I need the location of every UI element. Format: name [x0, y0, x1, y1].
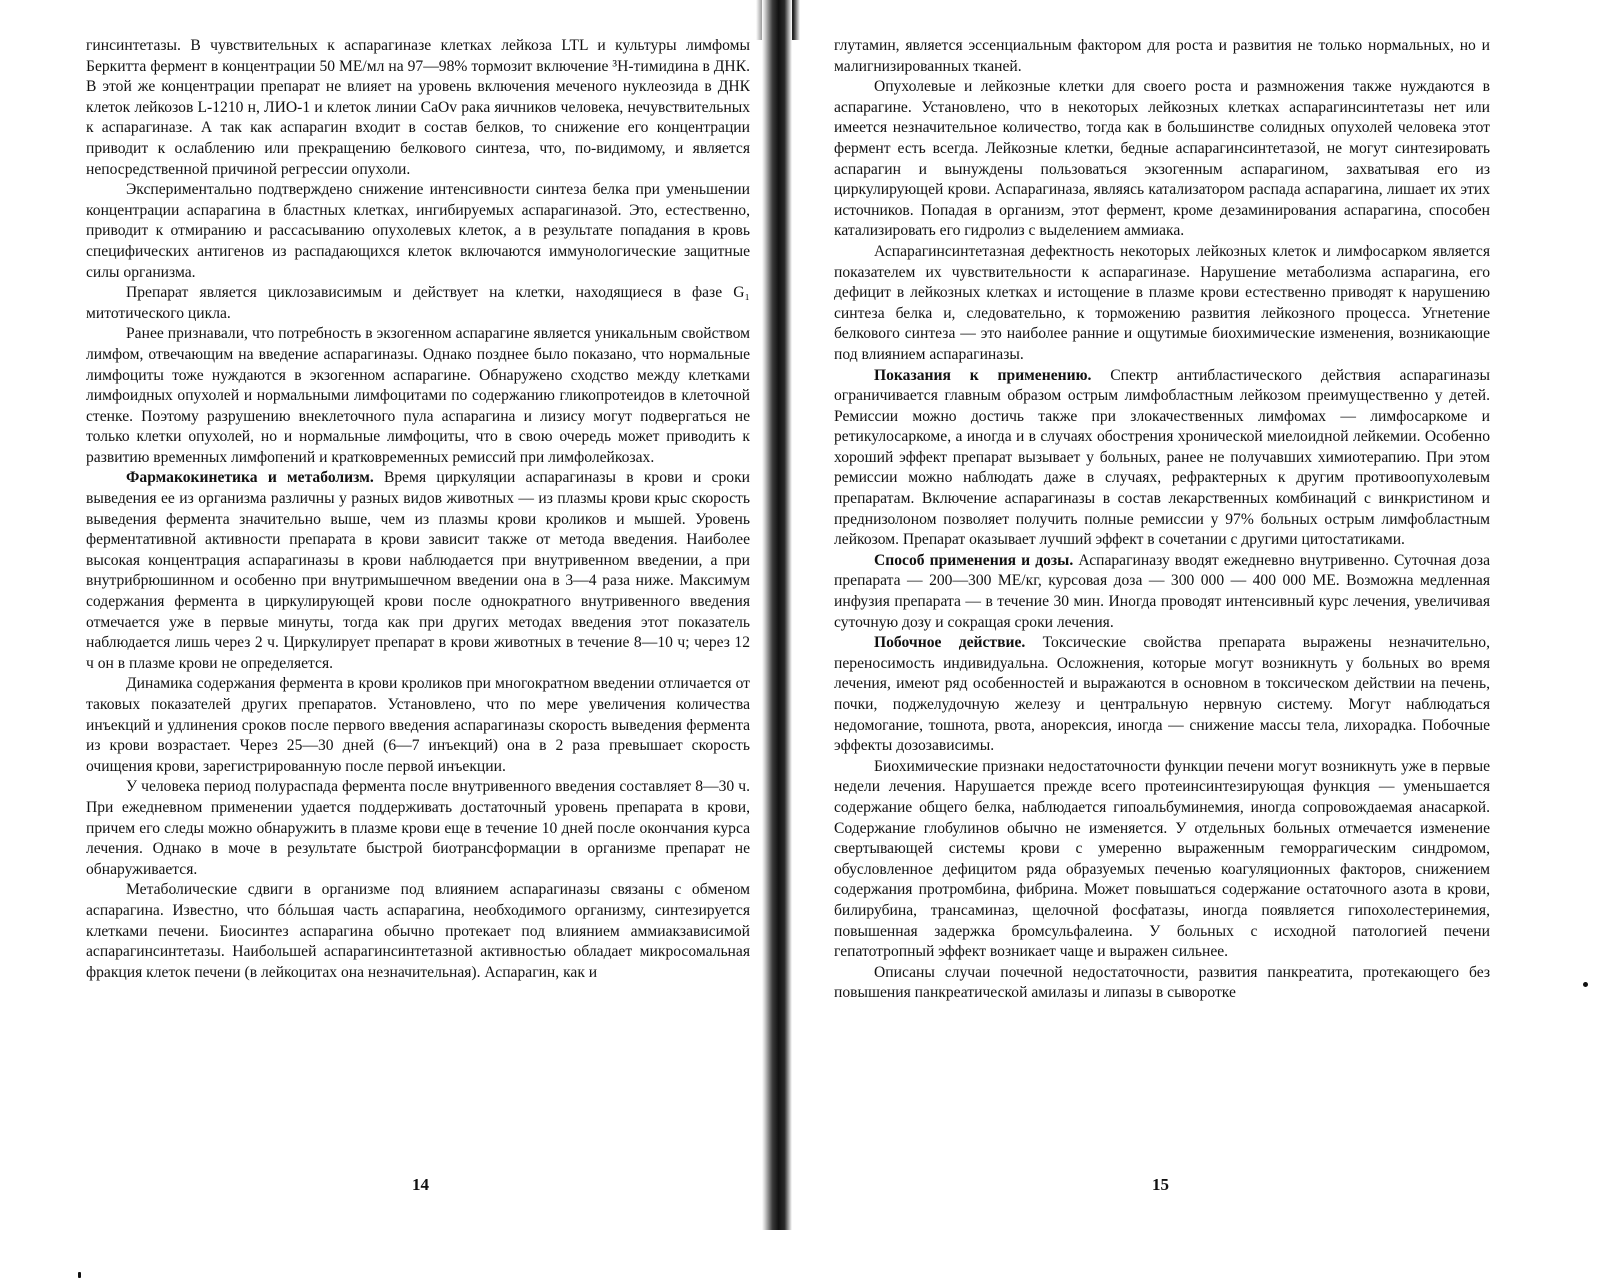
paragraph: Метаболические сдвиги в организме под влиянием аспарагиназы связаны с обменом аспарагина. Известно, что бóльшая часть аспарагина, необходимого организму, синтезируется клетками печени. Биосинтез аспарагина обычно протекает под влиянием аммиакзависимой аспарагинсинтетазы. Наибольшей аспарагинсинтетазной активностью обладает микросомальная фракция клеток печени (в лейкоцитах она незначительная). Аспарагин, как и — [86, 881, 750, 981]
book-gutter — [762, 0, 792, 1230]
page-number-right: 15 — [1152, 1175, 1169, 1194]
section-heading: Показания к применению. — [874, 366, 1092, 384]
paragraph-body: Время циркуляции аспарагиназы в крови и сроки выведения ее из организма различны у разных видов животных — из плазмы крови крыс скорость выведения фермента значительно выше, чем из плазмы крови кроликов и мышей. Уровень ферментативной активности препарата в крови зависит также от метода введения. Наиболее высокая концентрация аспарагиназы в крови наблюдается при внутривенном введении, а при внутрибрюшинном и особенно при внутримышечном введении она в 3—4 раза ниже. Максимум содержания фермента в циркулирующей крови после однократного внутривенного введения отмечается уже в первые минуты, тогда как при других методах введения этот показатель наблюдается лишь через 2 ч. Циркулирует препарат в крови животных в течение 8—10 ч; через 12 ч он в плазме крови не определяется. — [86, 469, 750, 672]
paragraph: Ранее признавали, что потребность в экзогенном аспарагине является уникальным свойством лимфом, отвечающим на введение аспарагиназы. Однако позднее было показано, что нормальные лимфоциты тоже нуждаются в экзогенном аспарагине. Обнаружено сходство между клетками лимфоидных опухолей и нормальными лимфоцитами по содержанию гликопротеидов в клеточной стенке. Поэтому разрушению внеклеточного пула аспарагина и лизису могут подвергаться не только клетки опухолей, но и нормальные лимфоциты, что в свою очередь может приводить к развитию временных лимфопений и кратковременных ремиссий при лимфолейкозах. — [86, 325, 750, 466]
paragraph — [834, 366, 1490, 551]
paragraph: глутамин, является эссенциальным фактором для роста и развития не только нормальных, но и малигнизированных тканей. — [834, 37, 1490, 75]
paragraph: Описаны случаи почечной недостаточности, развития панкреатита, протекающего без повышения панкреатической амилазы и липазы в сыворотке — [834, 963, 1490, 1002]
paragraph-body: Спектр антибластического действия аспарагиназы ограничивается главным образом острым лимфобластным лейкозом преимущественно у детей. Ремиссии можно достичь также при злокачественных лимфомах — лимфосаркоме и ретикулосаркоме, а иногда и в случаях обострения хронической миелоидной лейкемии. Особенно хороший эффект препарат вызывает у больных, ранее не получавших химиотерапию. При этом ремиссии можно наблюдать даже в случаях, рефрактерных к другим противоопухолевым препаратам. Включение аспарагиназы в состав лекарственных комбинаций с винкристином и преднизолоном позволяет получить полные ремиссии у 97% больных острым лимфобластным лейкозом. Препарат оказывает лучший эффект в сочетании с другими цитостатиками. — [834, 366, 1490, 549]
right-page — [834, 36, 1490, 1236]
section-heading: Фармакокинетика и метаболизм. — [126, 469, 374, 487]
paragraph — [834, 551, 1490, 633]
right-page-text — [834, 36, 1490, 1004]
paragraph: У человека период полураспада фермента после внутривенного введения составляет 8—30 ч. При ежедневном применении удается поддерживать достаточный уровень препарата в крови, причем его следы можно обнаружить в плазме крови еще в течение 10 дней после окончания курса лечения. Однако в моче в результате быстрой биотрансформации в организме препарат не обнаруживается. — [86, 778, 750, 878]
paragraph: Динамика содержания фермента в крови кроликов при многократном введении отличается от таковых показателей других препаратов. Установлено, что по мере увеличения количества инъекций и удлинения сроков после первого введения аспарагиназы скорость выведения фермента из крови возрастает. Через 25—30 дней (6—7 инъекций) она в 2 раза превышает скорость очищения крови, зарегистрированную после первой инъекции. — [86, 675, 750, 775]
paragraph-body: Аспарагиназу вводят ежедневно внутривенно. Суточная доза препарата — 200—300 МЕ/кг, курсовая доза — 300 000 — 400 000 МЕ. Возможна медленная инфузия препарата — в течение 30 мин. Иногда проводят интенсивный курс лечения, увеличивая суточную дозу и сокращая сроки лечения. — [834, 551, 1490, 631]
page-number-left: 14 — [412, 1175, 429, 1194]
left-page-text — [86, 36, 750, 983]
section-heading: Способ применения и дозы. — [874, 551, 1074, 569]
section-heading: Побочное действие. — [874, 634, 1026, 652]
paragraph: Опухолевые и лейкозные клетки для своего роста и размножения также нуждаются в аспарагине. Установлено, что в некоторых лейкозных клетках аспарагинсинтетазы нет или имеется незначительное количество, тогда как в большинстве солидных опухолей человека этот фермент есть всегда. Лейкозные клетки, бедные аспарагинсинтетазой, не могут синтезировать аспарагин и вынуждены пользоваться экзогенным аспарагином, захватывая его из циркулирующей крови. Аспарагиназа, являясь катализатором распада аспарагина, лишает их этих источников. Попадая в организм, этот фермент, кроме дезаминирования аспарагина, способен катализировать его гидролиз с выделением аммиака. — [834, 78, 1490, 240]
paragraph: Биохимические признаки недостаточности функции печени могут возникнуть уже в первые недели лечения. Нарушается прежде всего протеинсинтезирующая функция — уменьшается содержание общего белка, наблюдается гипоальбуминемия, иногда сопровождаемая анасаркой. Содержание глобулинов обычно не изменяется. У отдельных больных отмечается изменение свертывающей системы крови с умеренно выраженным геморрагическим синдромом, обусловленное дефицитом ряда образуемых печенью коагуляционных факторов, снижением содержания протромбина, фибрина. Может повышаться содержание остаточного азота в крови, билирубина, трансаминаз, щелочной фосфатазы, иногда появляется гипохолестеринемия, повышенная задержка бромсульфалеина. У больных с исходной патологией печени гепатотропный эффект возникает чаще и выражен сильнее. — [834, 757, 1490, 961]
paragraph: Препарат является циклозависимым и действует на клетки, находящиеся в фазе G₁ митотического цикла. — [86, 284, 750, 322]
paragraph-body: Токсические свойства препарата выражены незначительно, переносимость индивидуальна. Осложнения, которые могут возникнуть у больных во время лечения, имеют ряд особенностей и выражаются в основном в токсическом действии на печень, почки, поджелудочную железу и центральную нервную систему. Могут наблюдаться недомогание, тошнота, рвота, анорексия, иногда — снижение массы тела, лихорадка. Побочные эффекты дозозависимы. — [834, 634, 1490, 755]
left-page — [86, 36, 750, 1236]
paragraph — [86, 468, 750, 674]
scan-speck — [1583, 982, 1588, 987]
paragraph: гинсинтетазы. В чувствительных к аспарагиназе клетках лейкоза LTL и культуры лимфомы Беркитта фермент в концентрации 50 МЕ/мл на 97—98% тормозит включение ³Н-тимидина в ДНК. В этой же концентрации препарат не влияет на уровень включения меченого нуклеозида в ДНК клеток лейкозов L-1210 н, ЛИО-1 и клеток линии CaOv рака яичников человека, нечувствительных к аспарагиназе. А так как аспарагин входит в состав белков, то снижение его концентрации приводит к ослаблению или прекращению белкового синтеза, что, по-видимому, и является непосредственной причиной регрессии опухоли. — [86, 37, 750, 178]
paragraph: Аспарагинсинтетазная дефектность некоторых лейкозных клеток и лимфосарком является показателем их чувствительности к аспарагиназе. Нарушение метаболизма аспарагина, его дефицит в лейкозных клетках и истощение в плазме крови естественно приводят к нарушению синтеза белка и, следовательно, к торможению развития лейкозного процесса. Угнетение белкового синтеза — это наиболее ранние и ощутимые биохимические изменения, возникающие под влиянием аспарагиназы. — [834, 242, 1490, 363]
scan-speck — [78, 1272, 81, 1278]
paragraph — [834, 633, 1490, 757]
paragraph: Экспериментально подтверждено снижение интенсивности синтеза белка при уменьшении концентрации аспарагина в бластных клетках, ингибируемых аспарагиназой. Это, естественно, приводит к отмиранию и рассасыванию опухолевых клеток, а в результате попадания в кровь специфических антигенов из распадающихся клеток включаются иммунологические защитные силы организма. — [86, 181, 750, 281]
